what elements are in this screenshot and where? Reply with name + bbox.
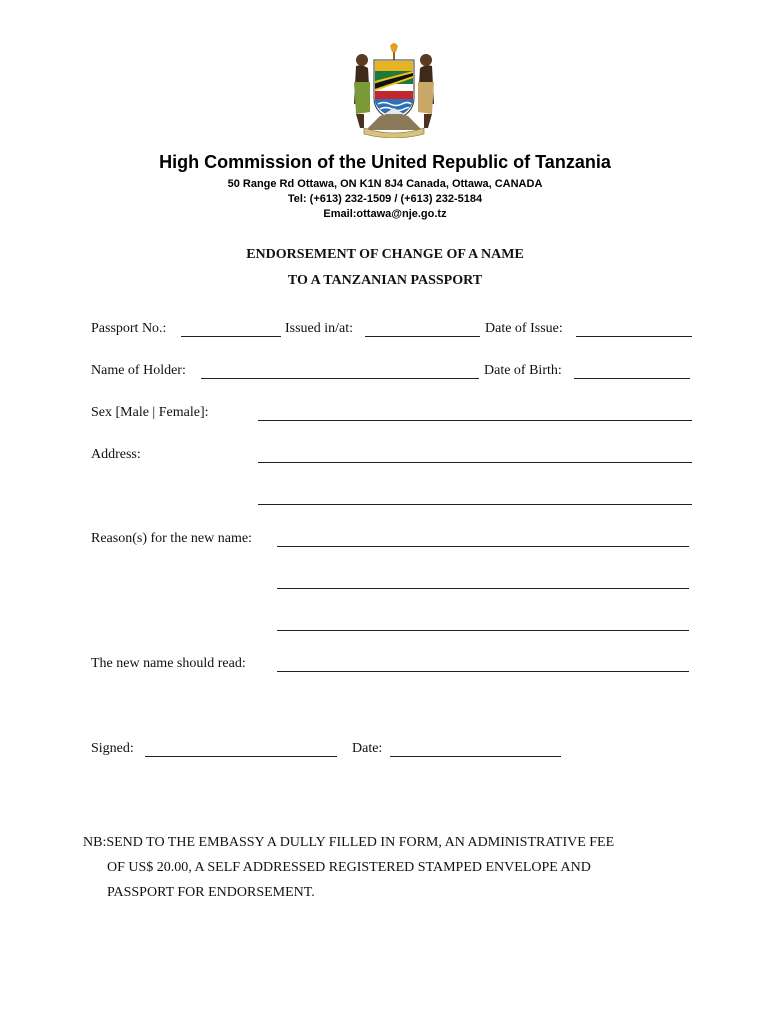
passport-no-label: Passport No.: <box>91 321 167 336</box>
commission-address: 50 Range Rd Ottawa, ON K1N 8J4 Canada, Ottawa, CANADA <box>227 178 543 190</box>
signature-field[interactable] <box>145 756 337 757</box>
reasons-field-line2[interactable] <box>277 588 689 589</box>
reasons-label: Reason(s) for the new name: <box>91 531 252 546</box>
issued-at-field[interactable] <box>365 336 480 337</box>
form-title-line1: ENDORSEMENT OF CHANGE OF A NAME <box>246 247 524 262</box>
date-field[interactable] <box>390 756 561 757</box>
date-of-birth-label: Date of Birth: <box>484 363 562 378</box>
note-line3: PASSPORT FOR ENDORSEMENT. <box>107 885 315 900</box>
new-name-field[interactable] <box>277 671 689 672</box>
commission-email: Email:ottawa@nje.go.tz <box>323 208 447 220</box>
name-of-holder-label: Name of Holder: <box>91 363 186 378</box>
signed-label: Signed: <box>91 741 134 756</box>
date-label: Date: <box>352 741 383 756</box>
note-line1: NB:SEND TO THE EMBASSY A DULLY FILLED IN FORM, AN ADMINISTRATIVE FEE <box>83 835 615 850</box>
reasons-field-line3[interactable] <box>277 630 689 631</box>
name-of-holder-field[interactable] <box>201 378 479 379</box>
form-title-line2: TO A TANZANIAN PASSPORT <box>287 273 483 288</box>
address-field-line2[interactable] <box>258 504 692 505</box>
sex-field[interactable] <box>258 420 692 421</box>
commission-telephone: Tel: (+613) 232-1509 / (+613) 232-5184 <box>287 193 483 205</box>
date-of-birth-field[interactable] <box>574 378 690 379</box>
passport-no-field[interactable] <box>181 336 281 337</box>
note-line2: OF US$ 20.00, A SELF ADDRESSED REGISTERED STAMPED ENVELOPE AND <box>107 860 591 875</box>
issued-at-label: Issued in/at: <box>285 321 354 336</box>
tanzania-coat-of-arms-icon <box>344 42 444 138</box>
address-field-line1[interactable] <box>258 462 692 463</box>
date-of-issue-label: Date of Issue: <box>485 321 563 336</box>
address-label: Address: <box>91 447 141 462</box>
commission-title: High Commission of the United Republic of Tanzania <box>159 152 611 172</box>
new-name-label: The new name should read: <box>91 656 246 671</box>
reasons-field-line1[interactable] <box>277 546 689 547</box>
date-of-issue-field[interactable] <box>576 336 692 337</box>
sex-label: Sex [Male | Female]: <box>91 405 209 420</box>
